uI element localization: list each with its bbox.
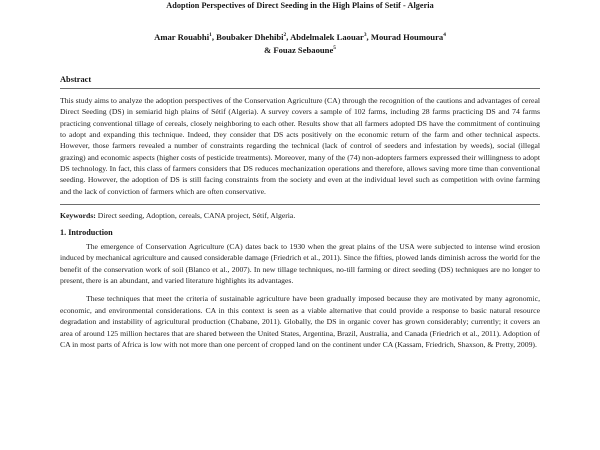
author-name-5: Fouaz Sebaoune [273,44,334,55]
abstract-body-text: This study aims to analyze the adoption perspectives of the Conservation Agriculture (CA) through the recognition of the cautions and advantages of cereal Direct Seeding (DS) in semiarid high plains of Sétif (Algeria). A survey covers a sample of 102 farms, including 28 farms practicing DS and 74 farms practicing conventional tillage of cereals, closely neighboring to each other. Results show that all farmers adopted DS have the commitment of continuing to adopt and expanding this technique. Indeed, they consider that DS acts positively on the economic return of the farm and other technical aspects. However, those farmers revealed a number of constraints regarding the technical (lack of control of seeders and infestation by weeds), social (illegal grazing) and economic aspects (higher costs of pesticide treatments). Moreover, many of the (74) non-adopters farmers expressed their willingness to adopt DS technology. In fact, this class of farmers considers that DS reduces mechanization operations and therefore, allows saving more time than conventional seeding. However, the adoption of DS is still facing constraints from the society and even at the individual level such as competition with ovine farming and the lack of conviction of farmers which are often conservative. [60,96,540,196]
author-affiliation-marker-5: 5 [333,44,336,51]
abstract-heading: Abstract [60,75,92,84]
author-name-3: Abdelmalek Laouar [290,32,364,42]
author-affiliation-marker-1: 1 [209,32,212,39]
section-heading-introduction: 1. Introduction [60,228,113,238]
author-affiliation-marker-3: 3 [363,32,367,39]
author-affiliation-marker-2: 2 [283,32,287,39]
author-name-2: Boubaker Dhehibi [216,32,284,42]
abstract-section [60,74,540,221]
author-line-1: Amar Rouabhi$^1$, Boubaker Dhehibi$^2$, Abdelmalek Laouar$^3$, Mourad Houmoura$^4$ [154,32,446,42]
author-line-2: & Fouaz Sebaoune$^5$ [264,44,336,55]
introduction-paragraph-2: These techniques that meet the criteria of sustainable agriculture have been gradually imposed because they are motivated by many agronomic, economic, and environmental considerations. CA in this context is seen as a viable alternative that could provide a response to basic natural resource degradation and instability of agricultural production (Chabane, 2011). Globally, the DS in organic cover has grown considerably; currently; it covers an area of around 125 million hectares that are shared between the United States, Argentina, Brazil, Australia, and Canada (Friedrich et al., 2011). Adoption of CA in most parts of Africa is low with not more than one percent of cropped land on the continent under CA (Kassam, Friedrich, Shaxson, & Pretty, 2009). [60,294,540,349]
author-name-1: Amar Rouabhi [154,32,210,42]
author-list [60,11,540,56]
author-name-4: Mourad Houmoura [370,32,444,42]
keywords-line [60,205,540,221]
introduction-paragraph-1: The emergence of Conservation Agriculture (CA) dates back to 1930 when the great plains of the USA were subjected to intense wind erosion induced by mechanical agriculture and caused considerable damage (Friedrich et al., 2011). Since the fifties, plowed lands diminish across the world for the benefit of the conservation work of soil (Blanco et al., 2007). In new tillage techniques, no-till farming or direct seeding (DS) techniques are no longer to present, there is an abundant, and varied literature highlights its advantages. [60,242,540,286]
keywords-label: Keywords: [60,211,96,221]
page-title: Adoption Perspectives of Direct Seeding in the High Plains of Setif - Algeria [166,1,434,10]
keywords-value: Direct seeding, Adoption, cereals, CANA project, Sétif, Algeria. [95,211,296,221]
author-affiliation-marker-4: 4 [443,32,446,39]
